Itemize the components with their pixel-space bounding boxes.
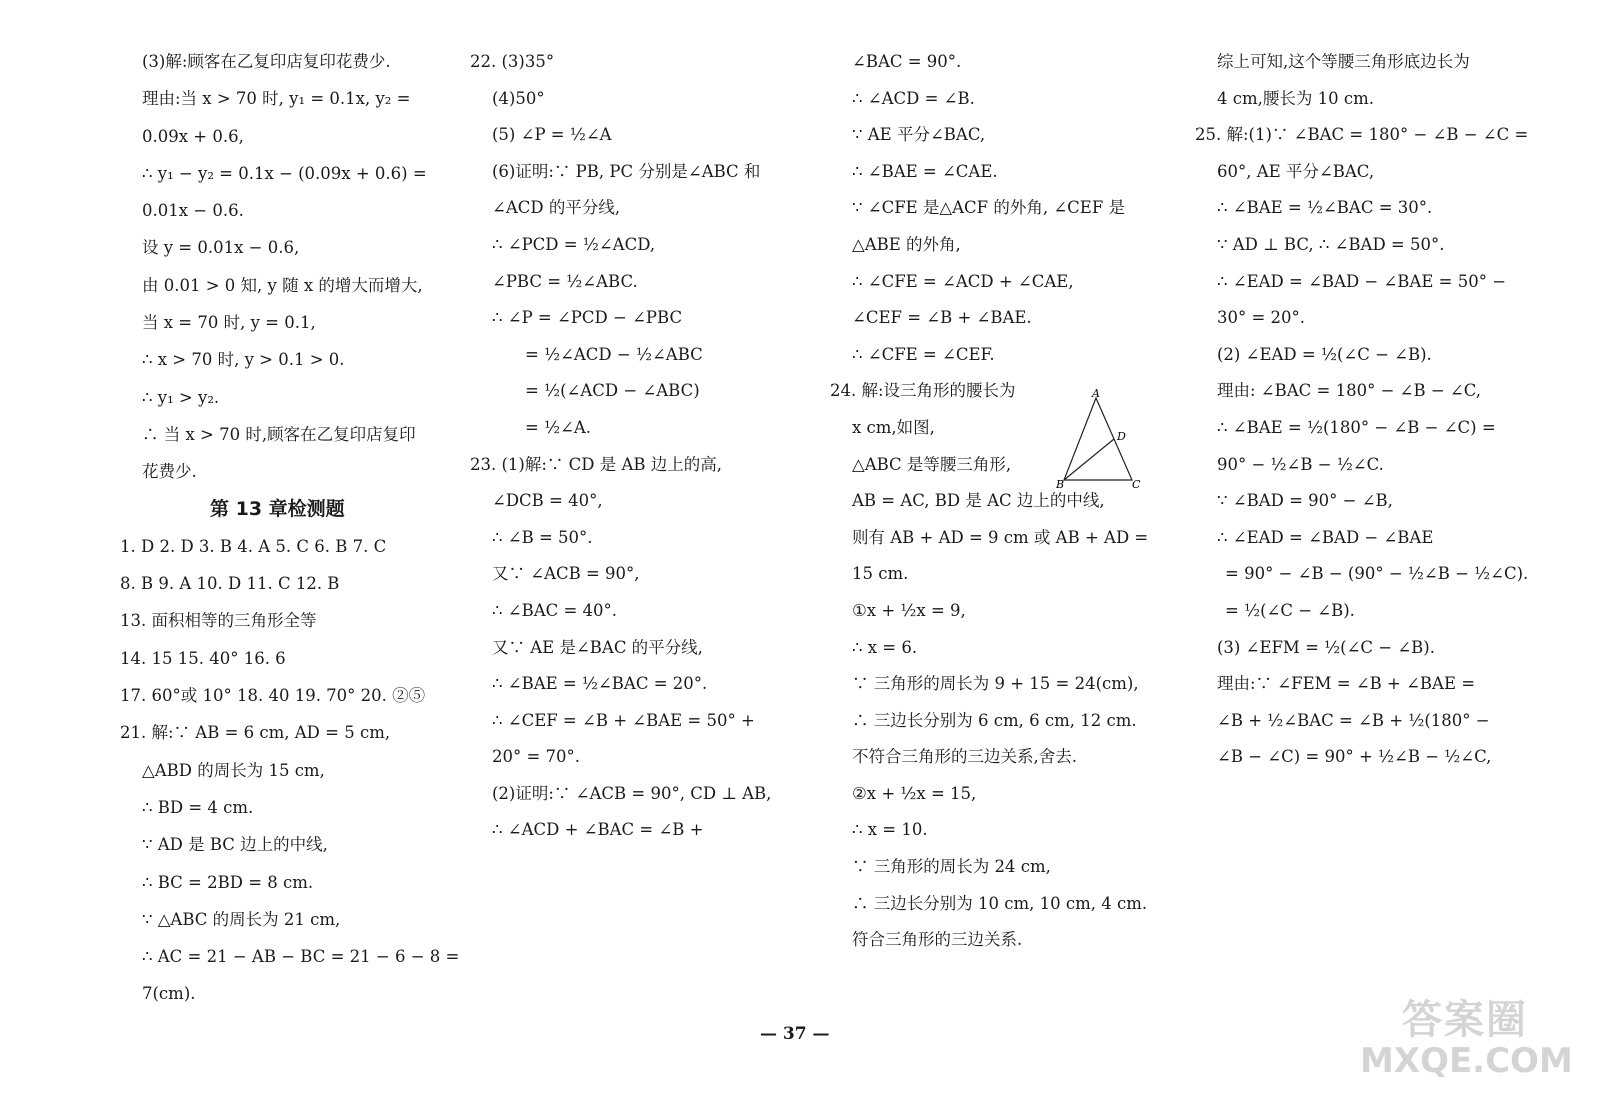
text-line: ∠ACD 的平分线, (492, 198, 621, 218)
text-line: ∴ x = 6. (852, 637, 918, 657)
text-line: (4)50° (492, 88, 545, 108)
text-line: △ABC 是等腰三角形, (852, 454, 1012, 474)
text-line: ∴ ∠BAC = 40°. (492, 600, 618, 620)
text-line: AB = AC, BD 是 AC 边上的中线, (852, 491, 1105, 511)
text-line: ∵ 三角形的周长为 24 cm, (852, 857, 1051, 877)
text-line: 则有 AB + AD = 9 cm 或 AB + AD = (852, 527, 1149, 547)
text-line: 不符合三角形的三边关系,舍去. (852, 747, 1077, 767)
text-line: ∴ 三边长分别为 10 cm, 10 cm, 4 cm. (852, 893, 1148, 913)
text-line: ∴ x > 70 时, y > 0.1 > 0. (142, 350, 345, 370)
text-line: 23. (1)解:∵ CD 是 AB 边上的高, (470, 454, 723, 474)
text-line: ∴ ∠EAD = ∠BAD − ∠BAE = 50° − (1217, 271, 1507, 291)
text-line: 22. (3)35° (470, 52, 555, 71)
text-line: ∵ AD ⊥ BC, ∴ ∠BAD = 50°. (1217, 234, 1445, 254)
text-line: ∵ ∠BAD = 90° − ∠B, (1217, 491, 1393, 511)
text-line: 又∵ AE 是∠BAC 的平分线, (492, 637, 703, 657)
text-line: = ½(∠ACD − ∠ABC) (525, 381, 700, 401)
vertex-label-c: C (1132, 478, 1141, 491)
text-line: = 90° − ∠B − (90° − ½∠B − ½∠C). (1225, 564, 1529, 584)
text-line: = ½(∠C − ∠B). (1225, 600, 1355, 620)
text-line: 又∵ ∠ACB = 90°, (492, 564, 640, 584)
vertex-label-b: B (1056, 478, 1065, 491)
text-line: ∴ ∠B = 50°. (492, 527, 593, 547)
text-line: ∴ ∠PCD = ½∠ACD, (492, 234, 656, 254)
text-line: ∵ ∠CFE 是△ACF 的外角, ∠CEF 是 (852, 198, 1126, 218)
text-line: ∵ △ABC 的周长为 21 cm, (142, 909, 341, 929)
text-line: (2)证明:∵ ∠ACB = 90°, CD ⊥ AB, (492, 783, 772, 803)
text-line: 60°, AE 平分∠BAC, (1217, 161, 1375, 181)
text-line: ∴ AC = 21 − AB − BC = 21 − 6 − 8 = (142, 947, 460, 967)
text-line: = ½∠A. (525, 417, 592, 437)
text-line: ∵ 三角形的周长为 9 + 15 = 24(cm), (852, 674, 1139, 694)
text-line: 14. 15 15. 40° 16. 6 (120, 648, 286, 668)
text-line: ∠CEF = ∠B + ∠BAE. (852, 308, 1032, 328)
text-line: 综上可知,这个等腰三角形底边长为 (1217, 52, 1470, 71)
text-line: (2) ∠EAD = ½(∠C − ∠B). (1217, 344, 1432, 364)
text-line: ∵ AD 是 BC 边上的中线, (142, 835, 328, 855)
text-line: ∴ ∠BAE = ½∠BAC = 20°. (492, 674, 708, 694)
watermark (1360, 997, 1573, 1100)
column-4 (1195, 50, 1529, 782)
text-line: ∴ BC = 2BD = 8 cm. (142, 872, 314, 892)
text-line: 理由:当 x > 70 时, y₁ = 0.1x, y₂ = (142, 89, 411, 109)
text-line: ∴ ∠EAD = ∠BAD − ∠BAE (1217, 527, 1434, 547)
text-line: ∠PBC = ½∠ABC. (492, 271, 638, 291)
text-line: 20° = 70°. (492, 747, 581, 767)
column-1 (120, 50, 460, 1020)
text-line: 理由:∵ ∠FEM = ∠B + ∠BAE = (1217, 674, 1476, 694)
text-line: ∴ x = 10. (852, 820, 928, 840)
text-line: (6)证明:∵ PB, PC 分别是∠ABC 和 (492, 161, 761, 181)
text-line: 0.09x + 0.6, (142, 126, 244, 146)
page-number: — 37 — (760, 1024, 830, 1044)
watermark-url: MXQE.COM (1360, 1041, 1573, 1081)
text-line: ∴ ∠ACD = ∠B. (852, 88, 975, 108)
text-line: 15 cm. (852, 564, 909, 584)
column-2 (470, 50, 805, 855)
text-line: ∴ 三边长分别为 6 cm, 6 cm, 12 cm. (852, 710, 1137, 730)
text-line: ∴ ∠CEF = ∠B + ∠BAE = 50° + (492, 710, 755, 730)
text-line: 30° = 20°. (1217, 308, 1306, 328)
text-line: ∴ ∠BAE = ½(180° − ∠B − ∠C) = (1217, 417, 1496, 437)
text-line: ∵ AE 平分∠BAC, (852, 125, 986, 145)
text-line: (3) ∠EFM = ½(∠C − ∠B). (1217, 637, 1435, 657)
text-line: 1. D 2. D 3. B 4. A 5. C 6. B 7. C (120, 536, 387, 556)
text-line: ∴ ∠BAE = ∠CAE. (852, 161, 998, 181)
text-line: 花费少. (142, 462, 197, 482)
text-line: ∠DCB = 40°, (492, 491, 603, 511)
text-line: 24. 解:设三角形的腰长为 (830, 381, 1016, 401)
triangle-figure (1056, 387, 1150, 491)
vertex-label-d: D (1117, 430, 1126, 443)
text-line: 符合三角形的三边关系. (852, 930, 1023, 950)
text-line: (3)解:顾客在乙复印店复印花费少. (142, 52, 391, 71)
text-line: ∠B + ½∠BAC = ∠B + ½(180° − (1217, 710, 1490, 730)
text-line: = ½∠ACD − ½∠ABC (525, 344, 703, 364)
text-line: 21. 解:∵ AB = 6 cm, AD = 5 cm, (120, 723, 391, 743)
text-line: ∠BAC = 90°. (852, 52, 962, 71)
text-line: ∴ y₁ − y₂ = 0.1x − (0.09x + 0.6) = (142, 163, 427, 183)
watermark-logo-text: 答案圈 (1402, 997, 1528, 1043)
text-line: 4 cm,腰长为 10 cm. (1217, 88, 1374, 108)
text-line: ①x + ½x = 9, (852, 600, 966, 620)
section-heading: 第 13 章检测题 (210, 497, 345, 520)
column-3 (830, 50, 1165, 965)
text-line: 设 y = 0.01x − 0.6, (142, 238, 300, 258)
text-line: ∴ ∠CFE = ∠ACD + ∠CAE, (852, 271, 1074, 291)
text-line: ∴ ∠P = ∠PCD − ∠PBC (492, 308, 683, 328)
text-line: 理由: ∠BAC = 180° − ∠B − ∠C, (1217, 381, 1482, 401)
text-line: ∴ 当 x > 70 时,顾客在乙复印店复印 (142, 424, 416, 444)
text-line: 90° − ½∠B − ½∠C. (1217, 454, 1384, 474)
text-line: 0.01x − 0.6. (142, 201, 244, 221)
text-line: ∠B − ∠C) = 90° + ½∠B − ½∠C, (1217, 747, 1492, 767)
text-line: ∴ y₁ > y₂. (142, 387, 220, 407)
text-line: 8. B 9. A 10. D 11. C 12. B (120, 574, 340, 594)
text-line: 由 0.01 > 0 知, y 随 x 的增大而增大, (142, 275, 423, 295)
text-line: x cm,如图, (852, 417, 935, 437)
text-line: ②x + ½x = 15, (852, 783, 977, 803)
text-line: ∴ BD = 4 cm. (142, 797, 254, 817)
text-line: 7(cm). (142, 984, 196, 1004)
text-line: △ABD 的周长为 15 cm, (142, 760, 325, 780)
vertex-label-a: A (1092, 387, 1100, 400)
text-line: ∴ ∠ACD + ∠BAC = ∠B + (492, 820, 704, 840)
text-line: △ABE 的外角, (852, 234, 961, 254)
text-line: 17. 60°或 10° 18. 40 19. 70° 20. ②⑤ (120, 686, 426, 706)
text-line: 25. 解:(1)∵ ∠BAC = 180° − ∠B − ∠C = (1195, 125, 1529, 145)
text-line: 当 x = 70 时, y = 0.1, (142, 313, 316, 333)
text-line: ∴ ∠BAE = ½∠BAC = 30°. (1217, 198, 1433, 218)
text-line: (5) ∠P = ½∠A (492, 125, 612, 145)
text-line: ∴ ∠CFE = ∠CEF. (852, 344, 995, 364)
text-line: 13. 面积相等的三角形全等 (120, 611, 317, 631)
